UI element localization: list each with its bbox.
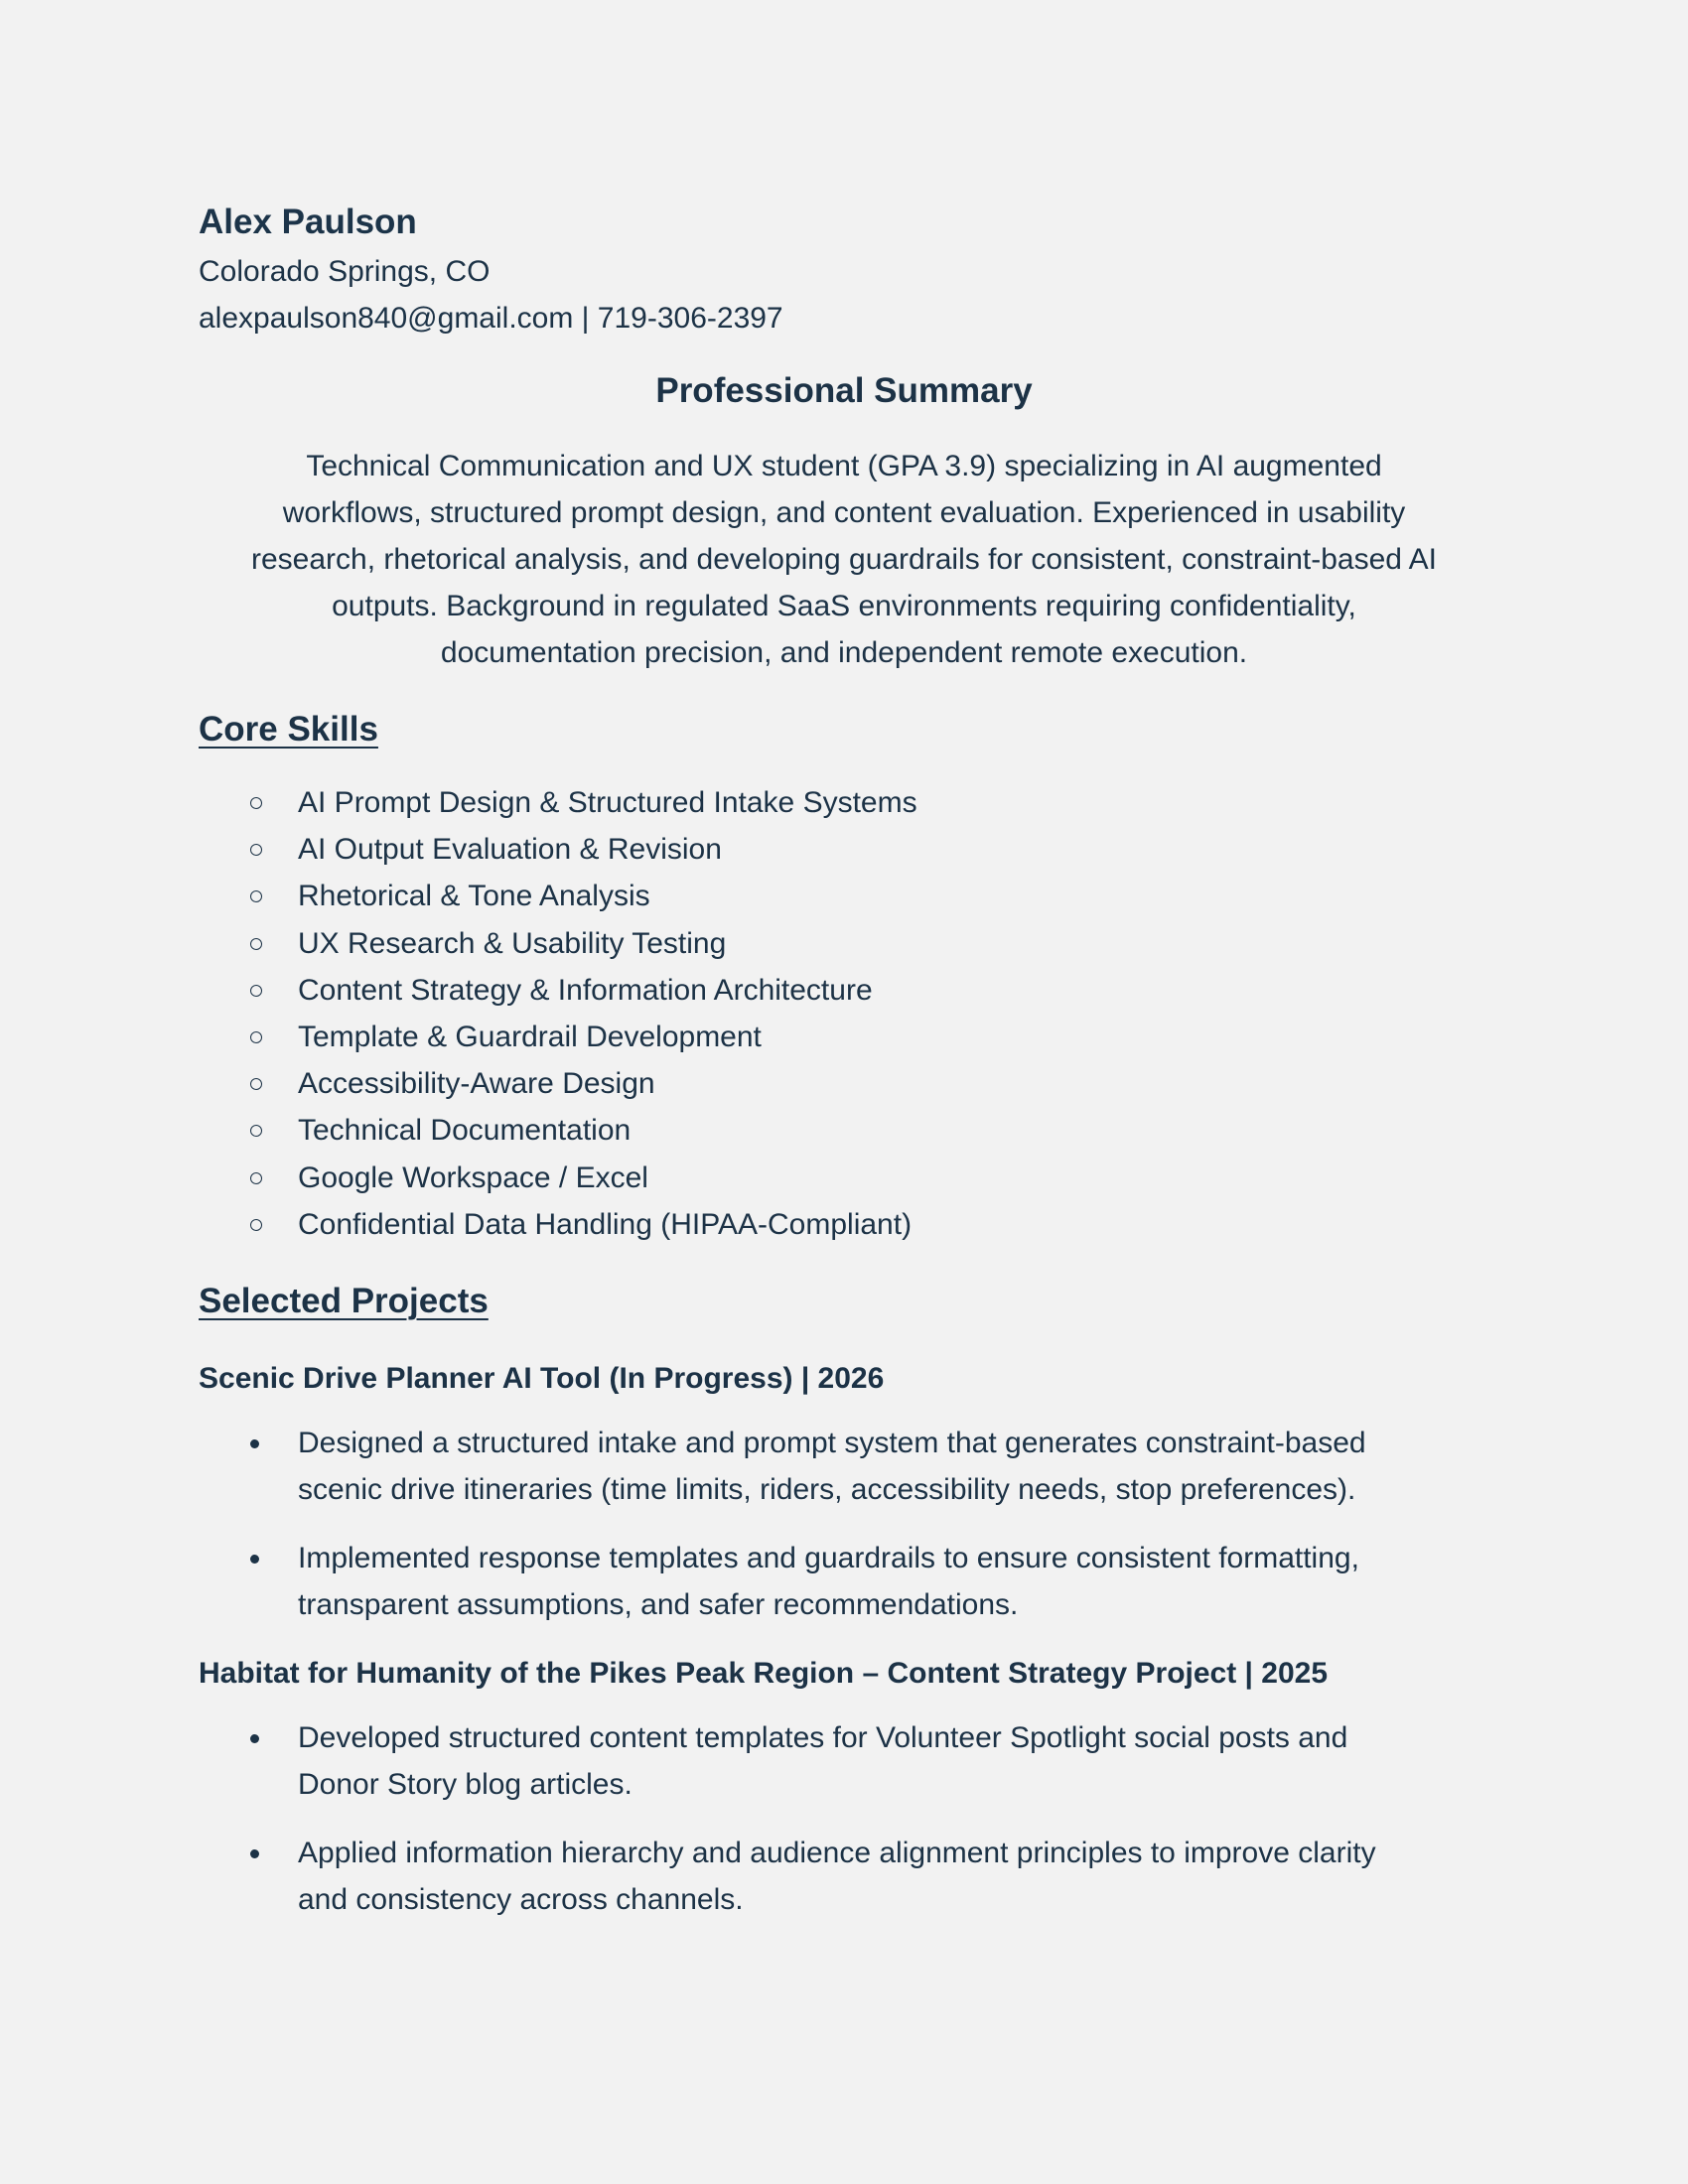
project-title: Habitat for Humanity of the Pikes Peak Region – Content Strategy Project | 2025 xyxy=(199,1657,1329,1691)
bullet-line: Applied information hierarchy and audience alignment principles to improve clarity xyxy=(298,1837,1376,1870)
skill-item xyxy=(199,826,1489,873)
skill-label: AI Prompt Design & Structured Intake Systems xyxy=(298,786,917,819)
bullet-dot-icon xyxy=(250,1849,259,1858)
bullet-dot-icon xyxy=(250,1555,259,1564)
skill-item xyxy=(199,1201,1489,1248)
hollow-bullet-icon xyxy=(250,1219,262,1231)
contact-info: alexpaulson840@gmail.com | 719-306-2397 xyxy=(199,302,783,335)
skill-label: Accessibility-Aware Design xyxy=(298,1067,655,1101)
skill-label: UX Research & Usability Testing xyxy=(298,926,727,960)
summary-text xyxy=(199,443,1489,676)
hollow-bullet-icon xyxy=(250,844,262,856)
bullet-line: and consistency across channels. xyxy=(298,1883,744,1917)
bullet-line: Designed a structured intake and prompt system that generates constraint-based xyxy=(298,1427,1366,1460)
resume-content xyxy=(199,197,1489,1945)
summary-line: documentation precision, and independent remote execution. xyxy=(440,636,1248,669)
hollow-bullet-icon xyxy=(250,797,262,809)
skills-list xyxy=(199,779,1489,1248)
skill-label: Template & Guardrail Development xyxy=(298,1021,762,1054)
project-title: Scenic Drive Planner AI Tool (In Progress) | 2026 xyxy=(199,1362,885,1396)
skill-item xyxy=(199,779,1489,826)
candidate-name: Alex Paulson xyxy=(199,203,417,241)
project-bullet xyxy=(199,1830,1489,1923)
hollow-bullet-icon xyxy=(250,938,262,950)
skill-item xyxy=(199,1014,1489,1060)
skill-label: Technical Documentation xyxy=(298,1114,632,1148)
hollow-bullet-icon xyxy=(250,890,262,902)
bullet-dot-icon xyxy=(250,1734,259,1743)
skill-item xyxy=(199,1107,1489,1154)
bullet-line: Donor Story blog articles. xyxy=(298,1768,633,1802)
summary-title: Professional Summary xyxy=(655,371,1033,410)
header xyxy=(199,197,1489,341)
hollow-bullet-icon xyxy=(250,1125,262,1137)
skill-label: Rhetorical & Tone Analysis xyxy=(298,880,650,913)
skill-label: Confidential Data Handling (HIPAA-Compliant) xyxy=(298,1207,913,1241)
bullet-line: scenic drive itineraries (time limits, riders, accessibility needs, stop preferences). xyxy=(298,1473,1356,1507)
bullet-line: Implemented response templates and guardrails to ensure consistent formatting, xyxy=(298,1542,1359,1575)
skill-item xyxy=(199,1155,1489,1201)
projects-title: Selected Projects xyxy=(199,1282,489,1321)
hollow-bullet-icon xyxy=(250,1078,262,1090)
project xyxy=(199,1355,1489,1628)
project-bullets xyxy=(199,1420,1489,1628)
summary-line: Technical Communication and UX student (GPA 3.9) specializing in AI augmented xyxy=(306,450,1382,482)
skill-label: AI Output Evaluation & Revision xyxy=(298,833,722,867)
project-bullets xyxy=(199,1714,1489,1923)
skill-item xyxy=(199,1060,1489,1107)
skills-title: Core Skills xyxy=(199,710,378,749)
project-bullet xyxy=(199,1420,1489,1513)
bullet-line: Developed structured content templates for Volunteer Spotlight social posts and xyxy=(298,1721,1348,1755)
bullet-dot-icon xyxy=(250,1439,259,1448)
hollow-bullet-icon xyxy=(250,1031,262,1043)
summary-line: research, rhetorical analysis, and developing guardrails for consistent, constraint-based AI xyxy=(251,543,1437,576)
project-bullet xyxy=(199,1714,1489,1808)
skill-item xyxy=(199,873,1489,919)
bullet-line: transparent assumptions, and safer recommendations. xyxy=(298,1588,1019,1622)
hollow-bullet-icon xyxy=(250,1172,262,1184)
skill-item xyxy=(199,967,1489,1014)
summary-line: workflows, structured prompt design, and content evaluation. Experienced in usability xyxy=(282,496,1406,529)
summary-line: outputs. Background in regulated SaaS environments requiring confidentiality, xyxy=(332,590,1356,622)
project-bullet xyxy=(199,1535,1489,1628)
skill-item xyxy=(199,920,1489,967)
skill-label: Content Strategy & Information Architecture xyxy=(298,973,873,1007)
location: Colorado Springs, CO xyxy=(199,255,491,288)
project xyxy=(199,1650,1489,1923)
skill-label: Google Workspace / Excel xyxy=(298,1160,648,1194)
hollow-bullet-icon xyxy=(250,985,262,997)
